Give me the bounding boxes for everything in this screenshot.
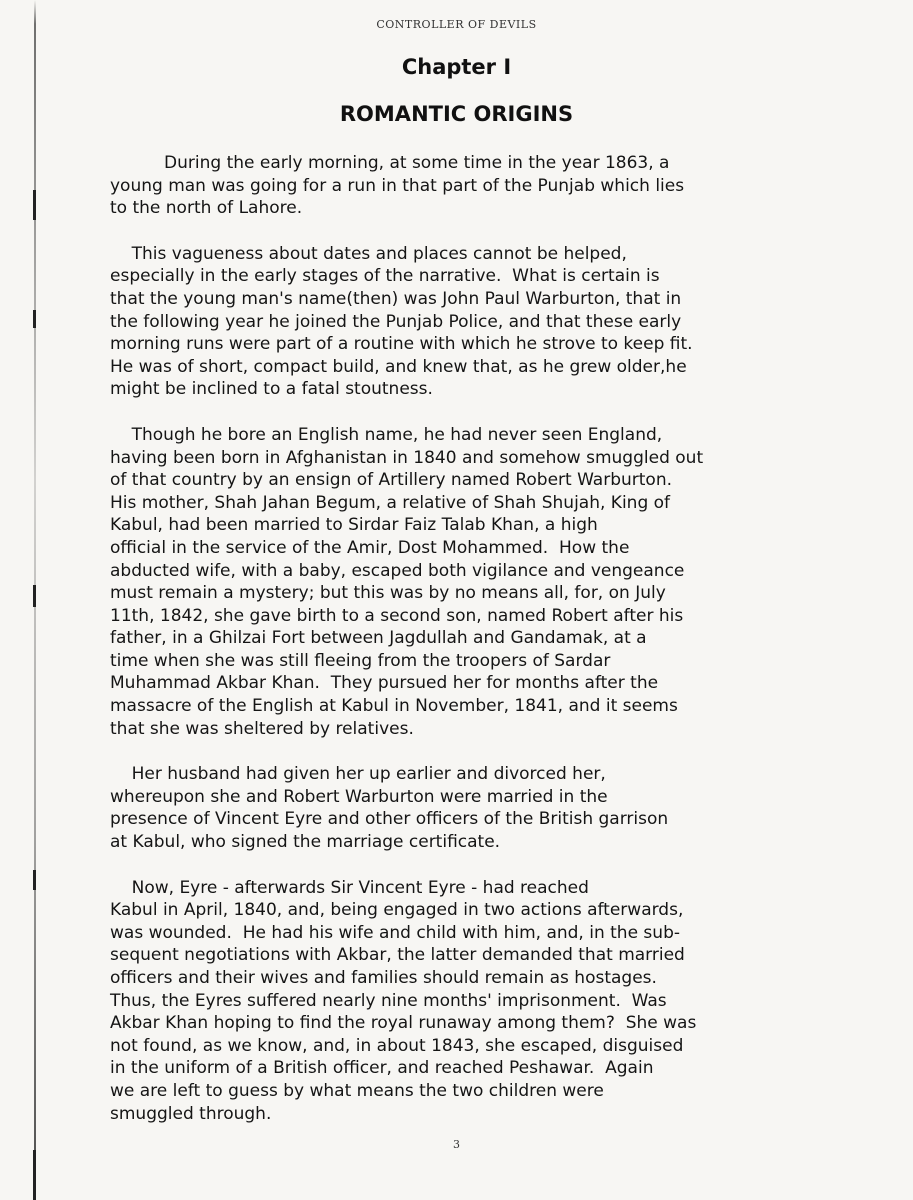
binding-mark — [33, 585, 36, 607]
text-line: officers and their wives and families should remain as hostages. — [110, 968, 657, 988]
text-line: time when she was still fleeing from the troopers of Sardar — [110, 650, 611, 671]
paragraph — [110, 424, 810, 740]
text-line: His mother, Shah Jahan Begum, a relative of Shah Shujah, King of — [110, 492, 671, 513]
text-line: presence of Vincent Eyre and other officers of the British garrison — [110, 809, 669, 830]
binding-mark — [33, 190, 36, 220]
text-line: Though he bore an English name, he had never seen England, — [110, 424, 663, 445]
text-line: Kabul in April, 1840, and, being engaged in two actions afterwards, — [110, 900, 684, 921]
text-line: sequent negotiations with Akbar, the latter demanded that married — [110, 945, 685, 966]
text-line: Her husband had given her up earlier and divorced her, — [110, 764, 606, 785]
text-line: of that country by an ensign of Artillery named Robert Warburton. — [110, 470, 673, 491]
text-line: that she was sheltered by relatives. — [110, 718, 414, 739]
text-line: whereupon she and Robert Warburton were married in the — [110, 786, 608, 807]
paragraph — [110, 243, 810, 401]
chapter-title: ROMANTIC ORIGINS — [339, 102, 574, 126]
body-text — [110, 152, 810, 1148]
text-line: at Kabul, who signed the marriage certificate. — [110, 832, 501, 853]
text-line: in the uniform of a British officer, and reached Peshawar. Again — [110, 1058, 654, 1079]
chapter-number: Chapter I — [401, 55, 512, 79]
text-line: official in the service of the Amir, Dost Mohammed. How the — [110, 537, 630, 558]
text-line: we are left to guess by what means the two children were — [110, 1080, 604, 1101]
text-line: He was of short, compact build, and knew that, as he grew older,he — [110, 356, 687, 377]
text-line: to the north of Lahore. — [110, 198, 303, 219]
text-line: abducted wife, with a baby, escaped both vigilance and vengeance — [110, 560, 685, 581]
text-line: that the young man's name(then) was John Paul Warburton, that in — [110, 288, 682, 309]
text-line: This vagueness about dates and places cannot be helped, — [110, 243, 627, 264]
binding-mark — [33, 310, 36, 328]
text-line: Muhammad Akbar Khan. They pursued her for months after the — [110, 673, 659, 694]
text-line: Akbar Khan hoping to find the royal runaway among them? She was — [110, 1013, 697, 1034]
text-line: must remain a mystery; but this was by no means all, for, on July — [110, 583, 666, 604]
text-line: 11th, 1842, she gave birth to a second son, named Robert after his — [110, 605, 684, 626]
paragraph — [110, 152, 810, 220]
text-line: During the early morning, at some time in the year 1863, a — [110, 153, 670, 173]
text-line: Kabul, had been married to Sirdar Faiz Talab Khan, a high — [110, 515, 598, 536]
paragraph — [110, 763, 810, 853]
text-line: Now, Eyre - afterwards Sir Vincent Eyre - had reached — [110, 877, 589, 898]
text-line: young man was going for a run in that part of the Punjab which lies — [110, 175, 685, 196]
text-line: smuggled through. — [110, 1103, 272, 1124]
text-line: especially in the early stages of the narrative. What is certain is — [110, 266, 660, 287]
text-line: might be inclined to a fatal stoutness. — [110, 379, 433, 400]
text-line: father, in a Ghilzai Fort between Jagdullah and Gandamak, at a — [110, 628, 647, 649]
page-number: 3 — [453, 1138, 460, 1151]
binding-mark — [33, 870, 36, 890]
binding-mark — [33, 1150, 36, 1200]
paragraph — [110, 877, 810, 1126]
text-line: was wounded. He had his wife and child with him, and, in the sub- — [110, 922, 680, 943]
running-head: CONTROLLER OF DEVILS — [376, 18, 537, 31]
text-line: Thus, the Eyres suffered nearly nine months' imprisonment. Was — [110, 990, 667, 1011]
text-line: morning runs were part of a routine with which he strove to keep fit. — [110, 334, 693, 355]
text-line: not found, as we know, and, in about 1843, she escaped, disguised — [110, 1035, 684, 1056]
text-line: massacre of the English at Kabul in November, 1841, and it seems — [110, 696, 678, 717]
text-line: having been born in Afghanistan in 1840 and somehow smuggled out — [110, 447, 704, 468]
text-line: the following year he joined the Punjab Police, and that these early — [110, 311, 682, 332]
